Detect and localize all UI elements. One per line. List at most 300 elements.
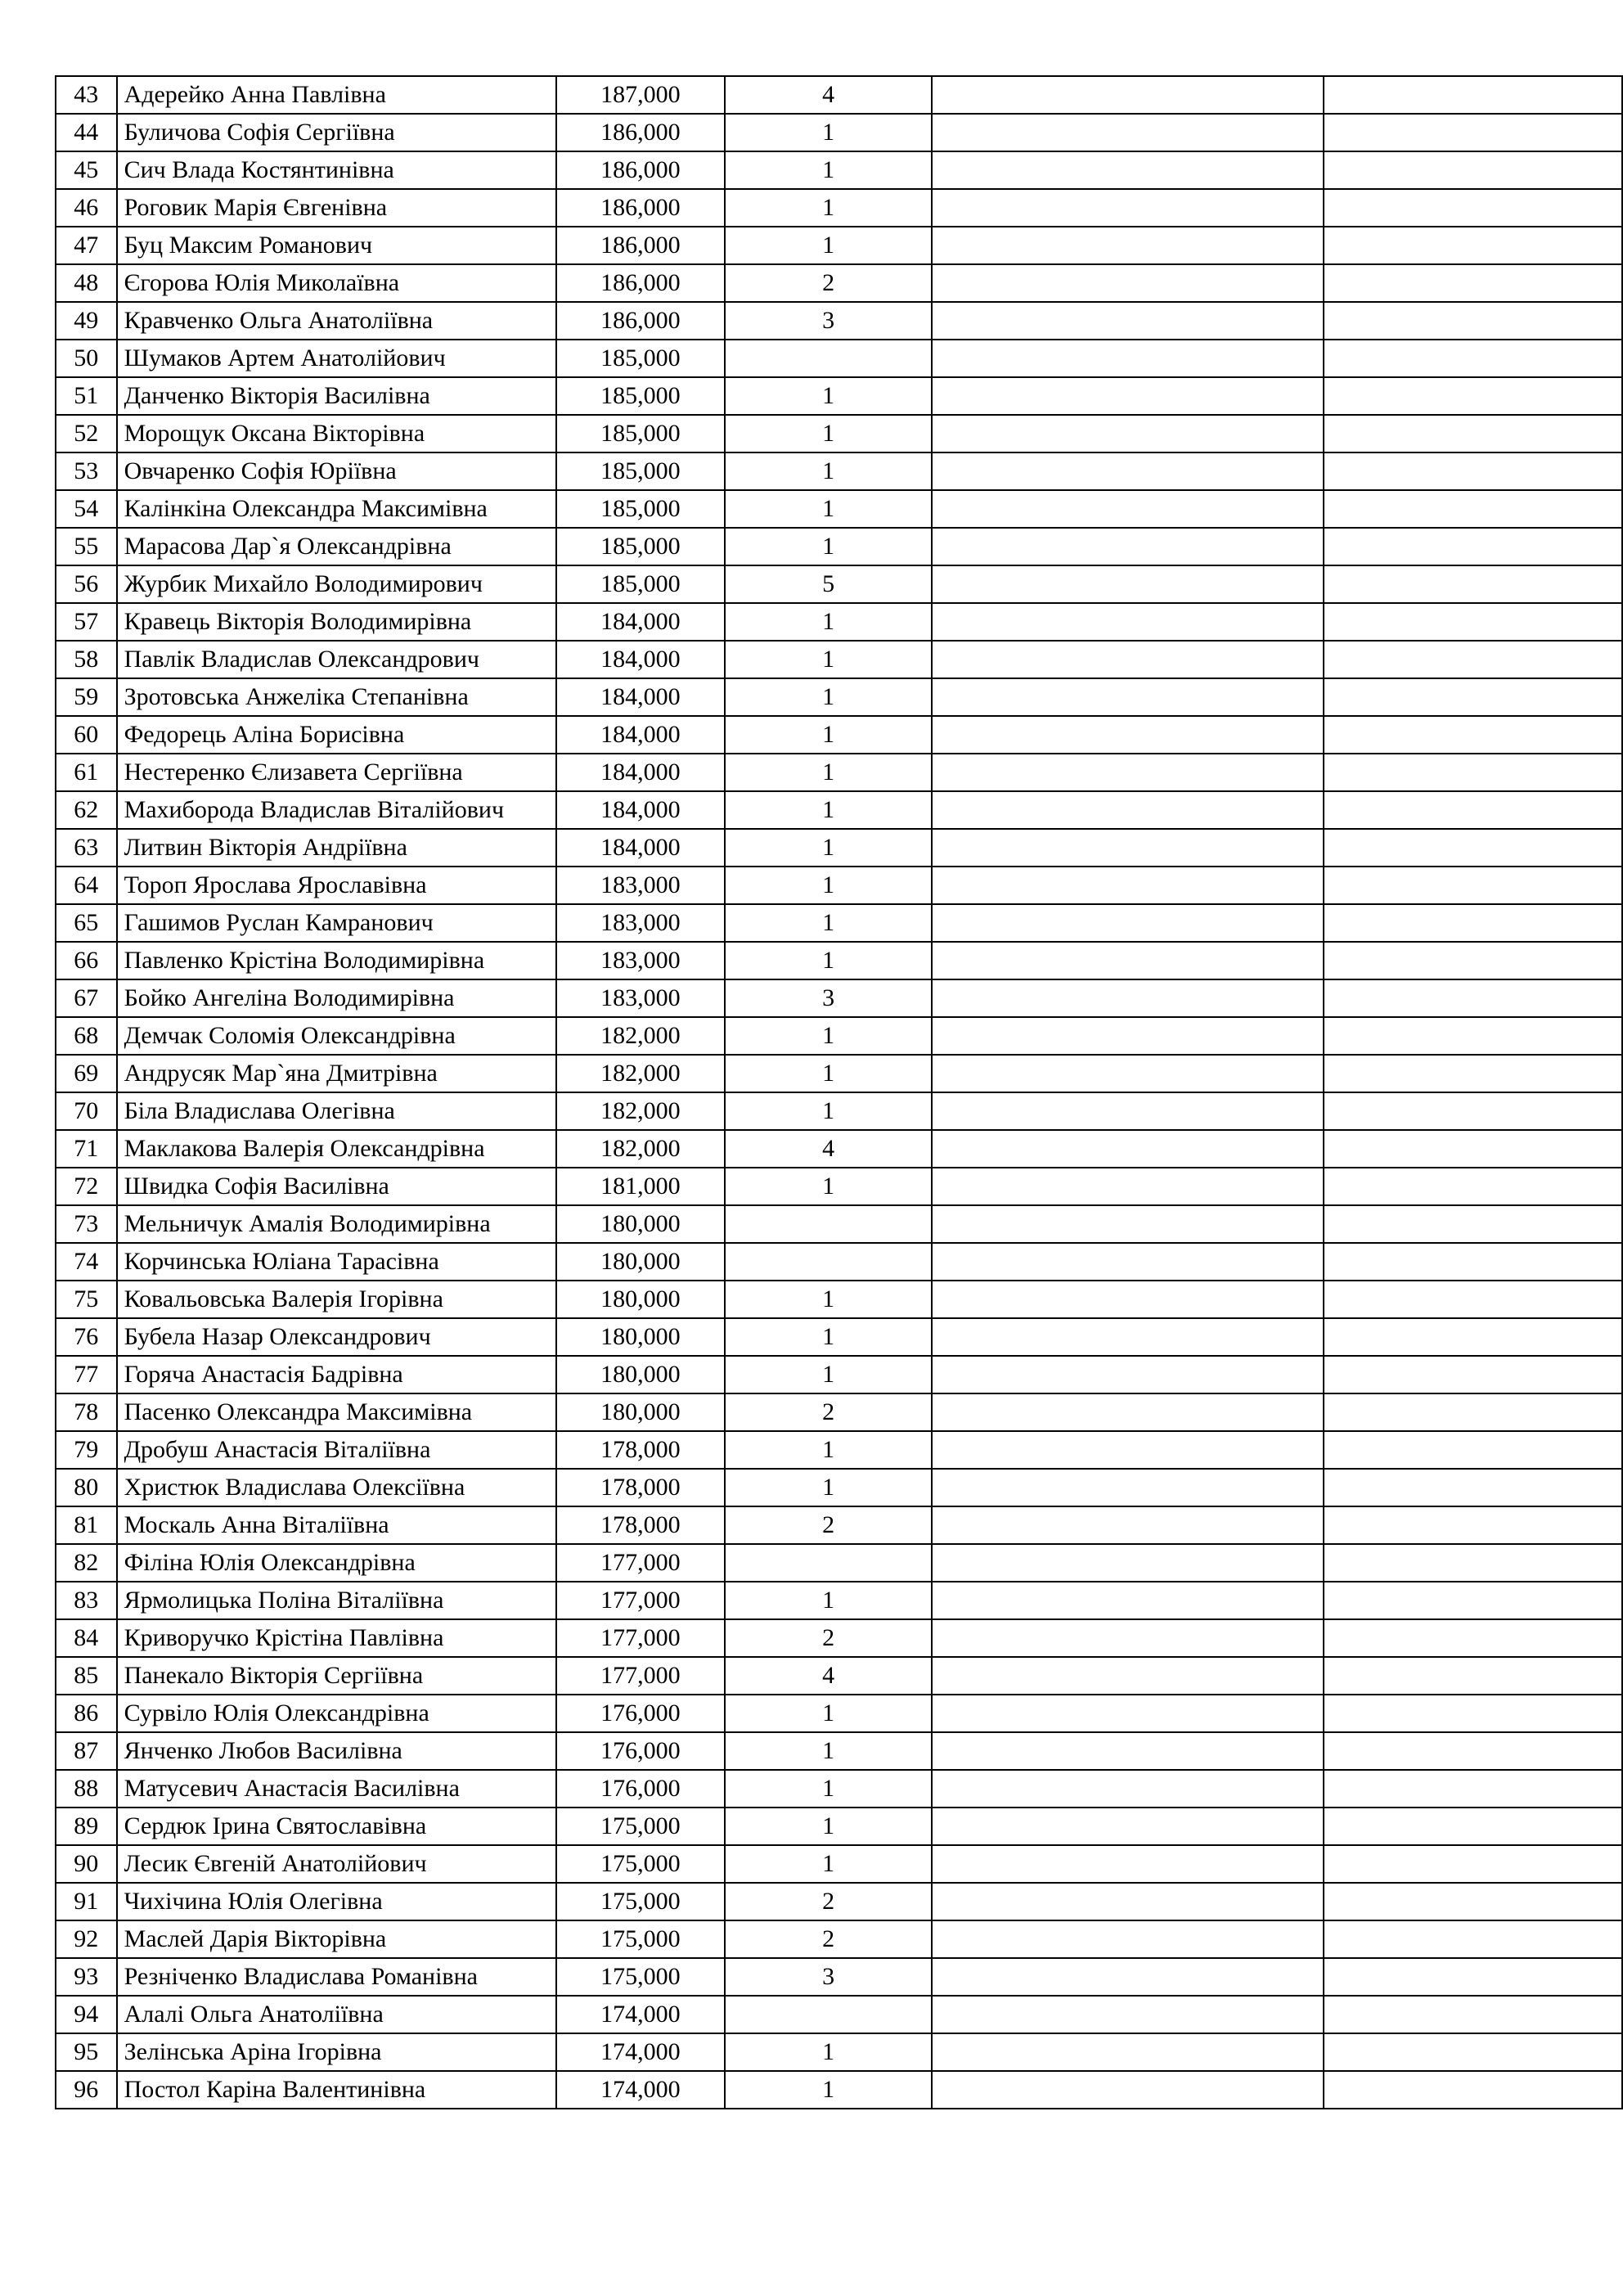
applicant-name: Сич Влада Костянтинівна bbox=[117, 151, 556, 189]
priority: 1 bbox=[725, 829, 933, 867]
priority: 1 bbox=[725, 904, 933, 942]
table-row bbox=[56, 1243, 1622, 1281]
priority bbox=[725, 1996, 933, 2033]
applicant-name: Матусевич Анастасія Василівна bbox=[117, 1770, 556, 1808]
row-number: 81 bbox=[56, 1506, 117, 1544]
empty-cell bbox=[1324, 340, 1622, 377]
table-row bbox=[56, 1657, 1622, 1695]
ranking-table bbox=[55, 75, 1623, 2109]
applicant-name: Кравченко Ольга Анатоліївна bbox=[117, 302, 556, 340]
table-row bbox=[56, 1619, 1622, 1657]
empty-cell bbox=[932, 1582, 1323, 1619]
empty-cell bbox=[1324, 1092, 1622, 1130]
empty-cell bbox=[932, 1055, 1323, 1092]
table-row bbox=[56, 2033, 1622, 2071]
competitive-score: 177,000 bbox=[556, 1544, 725, 1582]
row-number: 77 bbox=[56, 1356, 117, 1393]
applicant-name: Мельничук Амалія Володимирівна bbox=[117, 1205, 556, 1243]
row-number: 93 bbox=[56, 1958, 117, 1996]
applicant-name: Демчак Соломія Олександрівна bbox=[117, 1017, 556, 1055]
empty-cell bbox=[1324, 904, 1622, 942]
priority: 1 bbox=[725, 227, 933, 264]
empty-cell bbox=[932, 490, 1323, 528]
row-number: 59 bbox=[56, 678, 117, 716]
applicant-name: Гашимов Руслан Камранович bbox=[117, 904, 556, 942]
empty-cell bbox=[1324, 415, 1622, 452]
empty-cell bbox=[932, 114, 1323, 151]
competitive-score: 182,000 bbox=[556, 1130, 725, 1168]
empty-cell bbox=[1324, 1393, 1622, 1431]
competitive-score: 180,000 bbox=[556, 1281, 725, 1318]
priority: 4 bbox=[725, 1130, 933, 1168]
priority: 3 bbox=[725, 979, 933, 1017]
priority: 2 bbox=[725, 1920, 933, 1958]
empty-cell bbox=[1324, 114, 1622, 151]
table-row bbox=[56, 264, 1622, 302]
empty-cell bbox=[932, 264, 1323, 302]
applicant-name: Кравець Вікторія Володимирівна bbox=[117, 603, 556, 641]
competitive-score: 180,000 bbox=[556, 1356, 725, 1393]
row-number: 57 bbox=[56, 603, 117, 641]
table-row bbox=[56, 1506, 1622, 1544]
applicant-name: Калінкіна Олександра Максимівна bbox=[117, 490, 556, 528]
empty-cell bbox=[1324, 264, 1622, 302]
empty-cell bbox=[932, 716, 1323, 754]
empty-cell bbox=[1324, 565, 1622, 603]
empty-cell bbox=[932, 829, 1323, 867]
empty-cell bbox=[1324, 791, 1622, 829]
competitive-score: 186,000 bbox=[556, 151, 725, 189]
applicant-name: Бубела Назар Олександрович bbox=[117, 1318, 556, 1356]
priority: 1 bbox=[725, 1318, 933, 1356]
applicant-name: Роговик Марія Євгенівна bbox=[117, 189, 556, 227]
empty-cell bbox=[1324, 716, 1622, 754]
table-row bbox=[56, 1544, 1622, 1582]
row-number: 44 bbox=[56, 114, 117, 151]
competitive-score: 177,000 bbox=[556, 1582, 725, 1619]
priority: 3 bbox=[725, 1958, 933, 1996]
priority: 2 bbox=[725, 264, 933, 302]
competitive-score: 183,000 bbox=[556, 942, 725, 979]
empty-cell bbox=[932, 1996, 1323, 2033]
empty-cell bbox=[1324, 1055, 1622, 1092]
competitive-score: 180,000 bbox=[556, 1243, 725, 1281]
applicant-name: Янченко Любов Василівна bbox=[117, 1732, 556, 1770]
empty-cell bbox=[932, 979, 1323, 1017]
competitive-score: 186,000 bbox=[556, 227, 725, 264]
empty-cell bbox=[1324, 189, 1622, 227]
competitive-score: 174,000 bbox=[556, 1996, 725, 2033]
competitive-score: 183,000 bbox=[556, 904, 725, 942]
empty-cell bbox=[1324, 377, 1622, 415]
empty-cell bbox=[932, 1431, 1323, 1469]
priority: 2 bbox=[725, 1393, 933, 1431]
row-number: 80 bbox=[56, 1469, 117, 1506]
row-number: 52 bbox=[56, 415, 117, 452]
applicant-name: Москаль Анна Віталіївна bbox=[117, 1506, 556, 1544]
row-number: 76 bbox=[56, 1318, 117, 1356]
table-row bbox=[56, 678, 1622, 716]
table-row bbox=[56, 1770, 1622, 1808]
applicant-name: Криворучко Крістіна Павлівна bbox=[117, 1619, 556, 1657]
competitive-score: 184,000 bbox=[556, 754, 725, 791]
table-row bbox=[56, 1431, 1622, 1469]
empty-cell bbox=[1324, 1431, 1622, 1469]
priority: 1 bbox=[725, 942, 933, 979]
row-number: 69 bbox=[56, 1055, 117, 1092]
empty-cell bbox=[932, 1920, 1323, 1958]
priority: 1 bbox=[725, 1356, 933, 1393]
competitive-score: 174,000 bbox=[556, 2033, 725, 2071]
row-number: 54 bbox=[56, 490, 117, 528]
row-number: 51 bbox=[56, 377, 117, 415]
row-number: 94 bbox=[56, 1996, 117, 2033]
competitive-score: 184,000 bbox=[556, 603, 725, 641]
applicant-name: Пасенко Олександра Максимівна bbox=[117, 1393, 556, 1431]
applicant-name: Буличова Софія Сергіївна bbox=[117, 114, 556, 151]
empty-cell bbox=[932, 1205, 1323, 1243]
applicant-name: Овчаренко Софія Юріївна bbox=[117, 452, 556, 490]
priority: 1 bbox=[725, 415, 933, 452]
empty-cell bbox=[932, 1356, 1323, 1393]
table-row bbox=[56, 1281, 1622, 1318]
priority: 1 bbox=[725, 1695, 933, 1732]
applicant-name: Морощук Оксана Вікторівна bbox=[117, 415, 556, 452]
table-row bbox=[56, 1205, 1622, 1243]
empty-cell bbox=[932, 867, 1323, 904]
competitive-score: 183,000 bbox=[556, 867, 725, 904]
priority: 2 bbox=[725, 1506, 933, 1544]
table-row bbox=[56, 1732, 1622, 1770]
table-row bbox=[56, 1130, 1622, 1168]
empty-cell bbox=[1324, 1130, 1622, 1168]
table-row bbox=[56, 189, 1622, 227]
competitive-score: 177,000 bbox=[556, 1619, 725, 1657]
priority: 1 bbox=[725, 1732, 933, 1770]
table-row bbox=[56, 1582, 1622, 1619]
empty-cell bbox=[932, 1732, 1323, 1770]
table-row bbox=[56, 603, 1622, 641]
competitive-score: 184,000 bbox=[556, 641, 725, 678]
empty-cell bbox=[932, 1883, 1323, 1920]
empty-cell bbox=[932, 1168, 1323, 1205]
applicant-name: Сурвіло Юлія Олександрівна bbox=[117, 1695, 556, 1732]
competitive-score: 182,000 bbox=[556, 1055, 725, 1092]
applicant-name: Ковальовська Валерія Ігорівна bbox=[117, 1281, 556, 1318]
table-row bbox=[56, 528, 1622, 565]
empty-cell bbox=[932, 678, 1323, 716]
row-number: 49 bbox=[56, 302, 117, 340]
competitive-score: 177,000 bbox=[556, 1657, 725, 1695]
empty-cell bbox=[1324, 302, 1622, 340]
empty-cell bbox=[932, 2071, 1323, 2109]
row-number: 62 bbox=[56, 791, 117, 829]
empty-cell bbox=[1324, 1996, 1622, 2033]
empty-cell bbox=[932, 641, 1323, 678]
priority: 1 bbox=[725, 1168, 933, 1205]
empty-cell bbox=[932, 528, 1323, 565]
empty-cell bbox=[1324, 76, 1622, 114]
competitive-score: 186,000 bbox=[556, 189, 725, 227]
applicant-name: Зротовська Анжеліка Степанівна bbox=[117, 678, 556, 716]
competitive-score: 185,000 bbox=[556, 528, 725, 565]
empty-cell bbox=[932, 1619, 1323, 1657]
table-row bbox=[56, 2071, 1622, 2109]
competitive-score: 175,000 bbox=[556, 1845, 725, 1883]
priority: 1 bbox=[725, 1431, 933, 1469]
applicant-name: Адерейко Анна Павлівна bbox=[117, 76, 556, 114]
applicant-name: Махиборода Владислав Віталійович bbox=[117, 791, 556, 829]
table-row bbox=[56, 1845, 1622, 1883]
empty-cell bbox=[1324, 979, 1622, 1017]
empty-cell bbox=[1324, 678, 1622, 716]
applicant-name: Корчинська Юліана Тарасівна bbox=[117, 1243, 556, 1281]
priority: 1 bbox=[725, 678, 933, 716]
empty-cell bbox=[932, 1506, 1323, 1544]
applicant-name: Горяча Анастасія Бадрівна bbox=[117, 1356, 556, 1393]
priority: 1 bbox=[725, 867, 933, 904]
competitive-score: 186,000 bbox=[556, 114, 725, 151]
priority: 1 bbox=[725, 1055, 933, 1092]
priority: 1 bbox=[725, 791, 933, 829]
empty-cell bbox=[1324, 942, 1622, 979]
applicant-name: Павленко Крістіна Володимирівна bbox=[117, 942, 556, 979]
priority: 1 bbox=[725, 1770, 933, 1808]
row-number: 58 bbox=[56, 641, 117, 678]
applicant-name: Литвин Вікторія Андріївна bbox=[117, 829, 556, 867]
priority: 1 bbox=[725, 1808, 933, 1845]
empty-cell bbox=[932, 2033, 1323, 2071]
table-row bbox=[56, 1092, 1622, 1130]
empty-cell bbox=[1324, 1920, 1622, 1958]
competitive-score: 184,000 bbox=[556, 678, 725, 716]
competitive-score: 176,000 bbox=[556, 1732, 725, 1770]
empty-cell bbox=[1324, 1845, 1622, 1883]
empty-cell bbox=[1324, 227, 1622, 264]
competitive-score: 180,000 bbox=[556, 1318, 725, 1356]
table-row bbox=[56, 490, 1622, 528]
empty-cell bbox=[932, 904, 1323, 942]
row-number: 78 bbox=[56, 1393, 117, 1431]
empty-cell bbox=[932, 1130, 1323, 1168]
competitive-score: 175,000 bbox=[556, 1920, 725, 1958]
applicant-name: Постол Каріна Валентинівна bbox=[117, 2071, 556, 2109]
priority: 1 bbox=[725, 1582, 933, 1619]
competitive-score: 175,000 bbox=[556, 1808, 725, 1845]
empty-cell bbox=[1324, 1958, 1622, 1996]
priority: 1 bbox=[725, 114, 933, 151]
table-row bbox=[56, 1017, 1622, 1055]
priority: 1 bbox=[725, 2071, 933, 2109]
empty-cell bbox=[932, 1318, 1323, 1356]
applicant-name: Єгорова Юлія Миколаївна bbox=[117, 264, 556, 302]
applicant-name: Швидка Софія Василівна bbox=[117, 1168, 556, 1205]
applicant-name: Марасова Дар`я Олександрівна bbox=[117, 528, 556, 565]
priority: 1 bbox=[725, 1092, 933, 1130]
applicant-name: Тороп Ярослава Ярославівна bbox=[117, 867, 556, 904]
empty-cell bbox=[932, 1469, 1323, 1506]
empty-cell bbox=[1324, 1657, 1622, 1695]
empty-cell bbox=[1324, 603, 1622, 641]
applicant-name: Резніченко Владислава Романівна bbox=[117, 1958, 556, 1996]
table-row bbox=[56, 452, 1622, 490]
empty-cell bbox=[1324, 1243, 1622, 1281]
competitive-score: 187,000 bbox=[556, 76, 725, 114]
empty-cell bbox=[1324, 1318, 1622, 1356]
empty-cell bbox=[932, 754, 1323, 791]
table-row bbox=[56, 754, 1622, 791]
competitive-score: 185,000 bbox=[556, 415, 725, 452]
empty-cell bbox=[1324, 1469, 1622, 1506]
competitive-score: 178,000 bbox=[556, 1431, 725, 1469]
applicant-name: Ярмолицька Поліна Віталіївна bbox=[117, 1582, 556, 1619]
applicant-name: Панекало Вікторія Сергіївна bbox=[117, 1657, 556, 1695]
competitive-score: 185,000 bbox=[556, 565, 725, 603]
applicant-name: Андрусяк Мар`яна Дмитрівна bbox=[117, 1055, 556, 1092]
priority: 1 bbox=[725, 528, 933, 565]
empty-cell bbox=[932, 302, 1323, 340]
applicant-name: Данченко Вікторія Василівна bbox=[117, 377, 556, 415]
empty-cell bbox=[1324, 1619, 1622, 1657]
competitive-score: 185,000 bbox=[556, 490, 725, 528]
priority bbox=[725, 1544, 933, 1582]
priority bbox=[725, 340, 933, 377]
empty-cell bbox=[932, 1393, 1323, 1431]
row-number: 74 bbox=[56, 1243, 117, 1281]
competitive-score: 175,000 bbox=[556, 1883, 725, 1920]
empty-cell bbox=[1324, 1017, 1622, 1055]
table-row bbox=[56, 1996, 1622, 2033]
empty-cell bbox=[932, 942, 1323, 979]
row-number: 96 bbox=[56, 2071, 117, 2109]
priority: 4 bbox=[725, 76, 933, 114]
priority: 1 bbox=[725, 2033, 933, 2071]
table-row bbox=[56, 1356, 1622, 1393]
row-number: 66 bbox=[56, 942, 117, 979]
table-row bbox=[56, 1393, 1622, 1431]
row-number: 83 bbox=[56, 1582, 117, 1619]
row-number: 65 bbox=[56, 904, 117, 942]
competitive-score: 185,000 bbox=[556, 340, 725, 377]
priority: 1 bbox=[725, 490, 933, 528]
priority: 3 bbox=[725, 302, 933, 340]
row-number: 89 bbox=[56, 1808, 117, 1845]
priority bbox=[725, 1243, 933, 1281]
row-number: 87 bbox=[56, 1732, 117, 1770]
table-row bbox=[56, 151, 1622, 189]
row-number: 95 bbox=[56, 2033, 117, 2071]
priority: 1 bbox=[725, 452, 933, 490]
empty-cell bbox=[1324, 1732, 1622, 1770]
row-number: 43 bbox=[56, 76, 117, 114]
competitive-score: 186,000 bbox=[556, 264, 725, 302]
priority: 5 bbox=[725, 565, 933, 603]
empty-cell bbox=[1324, 490, 1622, 528]
table-row bbox=[56, 716, 1622, 754]
table-row bbox=[56, 641, 1622, 678]
applicant-name: Шумаков Артем Анатолійович bbox=[117, 340, 556, 377]
table-row bbox=[56, 1168, 1622, 1205]
empty-cell bbox=[932, 76, 1323, 114]
priority: 1 bbox=[725, 716, 933, 754]
row-number: 71 bbox=[56, 1130, 117, 1168]
empty-cell bbox=[932, 452, 1323, 490]
empty-cell bbox=[1324, 867, 1622, 904]
empty-cell bbox=[1324, 641, 1622, 678]
competitive-score: 183,000 bbox=[556, 979, 725, 1017]
priority: 2 bbox=[725, 1619, 933, 1657]
row-number: 56 bbox=[56, 565, 117, 603]
empty-cell bbox=[932, 791, 1323, 829]
empty-cell bbox=[932, 1845, 1323, 1883]
applicant-name: Лесик Євгеній Анатолійович bbox=[117, 1845, 556, 1883]
row-number: 67 bbox=[56, 979, 117, 1017]
row-number: 63 bbox=[56, 829, 117, 867]
priority: 2 bbox=[725, 1883, 933, 1920]
competitive-score: 174,000 bbox=[556, 2071, 725, 2109]
empty-cell bbox=[932, 227, 1323, 264]
empty-cell bbox=[932, 1770, 1323, 1808]
row-number: 48 bbox=[56, 264, 117, 302]
priority: 1 bbox=[725, 1469, 933, 1506]
empty-cell bbox=[932, 415, 1323, 452]
competitive-score: 186,000 bbox=[556, 302, 725, 340]
empty-cell bbox=[932, 1017, 1323, 1055]
competitive-score: 182,000 bbox=[556, 1092, 725, 1130]
applicant-name: Журбик Михайло Володимирович bbox=[117, 565, 556, 603]
competitive-score: 180,000 bbox=[556, 1205, 725, 1243]
row-number: 82 bbox=[56, 1544, 117, 1582]
competitive-score: 180,000 bbox=[556, 1393, 725, 1431]
table-row bbox=[56, 1469, 1622, 1506]
table-row bbox=[56, 340, 1622, 377]
table-row bbox=[56, 1920, 1622, 1958]
competitive-score: 178,000 bbox=[556, 1506, 725, 1544]
row-number: 60 bbox=[56, 716, 117, 754]
row-number: 79 bbox=[56, 1431, 117, 1469]
table-row bbox=[56, 1055, 1622, 1092]
empty-cell bbox=[1324, 151, 1622, 189]
row-number: 88 bbox=[56, 1770, 117, 1808]
empty-cell bbox=[932, 1281, 1323, 1318]
empty-cell bbox=[932, 603, 1323, 641]
row-number: 55 bbox=[56, 528, 117, 565]
row-number: 86 bbox=[56, 1695, 117, 1732]
row-number: 53 bbox=[56, 452, 117, 490]
empty-cell bbox=[1324, 1281, 1622, 1318]
empty-cell bbox=[932, 151, 1323, 189]
table-row bbox=[56, 76, 1622, 114]
priority: 1 bbox=[725, 1017, 933, 1055]
row-number: 47 bbox=[56, 227, 117, 264]
competitive-score: 175,000 bbox=[556, 1958, 725, 1996]
table-row bbox=[56, 565, 1622, 603]
competitive-score: 181,000 bbox=[556, 1168, 725, 1205]
applicant-name: Маслей Дарія Вікторівна bbox=[117, 1920, 556, 1958]
table-row bbox=[56, 867, 1622, 904]
applicant-name: Дробуш Анастасія Віталіївна bbox=[117, 1431, 556, 1469]
competitive-score: 185,000 bbox=[556, 377, 725, 415]
applicant-name: Нестеренко Єлизавета Сергіївна bbox=[117, 754, 556, 791]
applicant-name: Сердюк Ірина Святославівна bbox=[117, 1808, 556, 1845]
competitive-score: 185,000 bbox=[556, 452, 725, 490]
applicant-name: Маклакова Валерія Олександрівна bbox=[117, 1130, 556, 1168]
applicant-name: Христюк Владислава Олексіївна bbox=[117, 1469, 556, 1506]
table-row bbox=[56, 904, 1622, 942]
empty-cell bbox=[932, 377, 1323, 415]
applicant-name: Буц Максим Романович bbox=[117, 227, 556, 264]
competitive-score: 182,000 bbox=[556, 1017, 725, 1055]
